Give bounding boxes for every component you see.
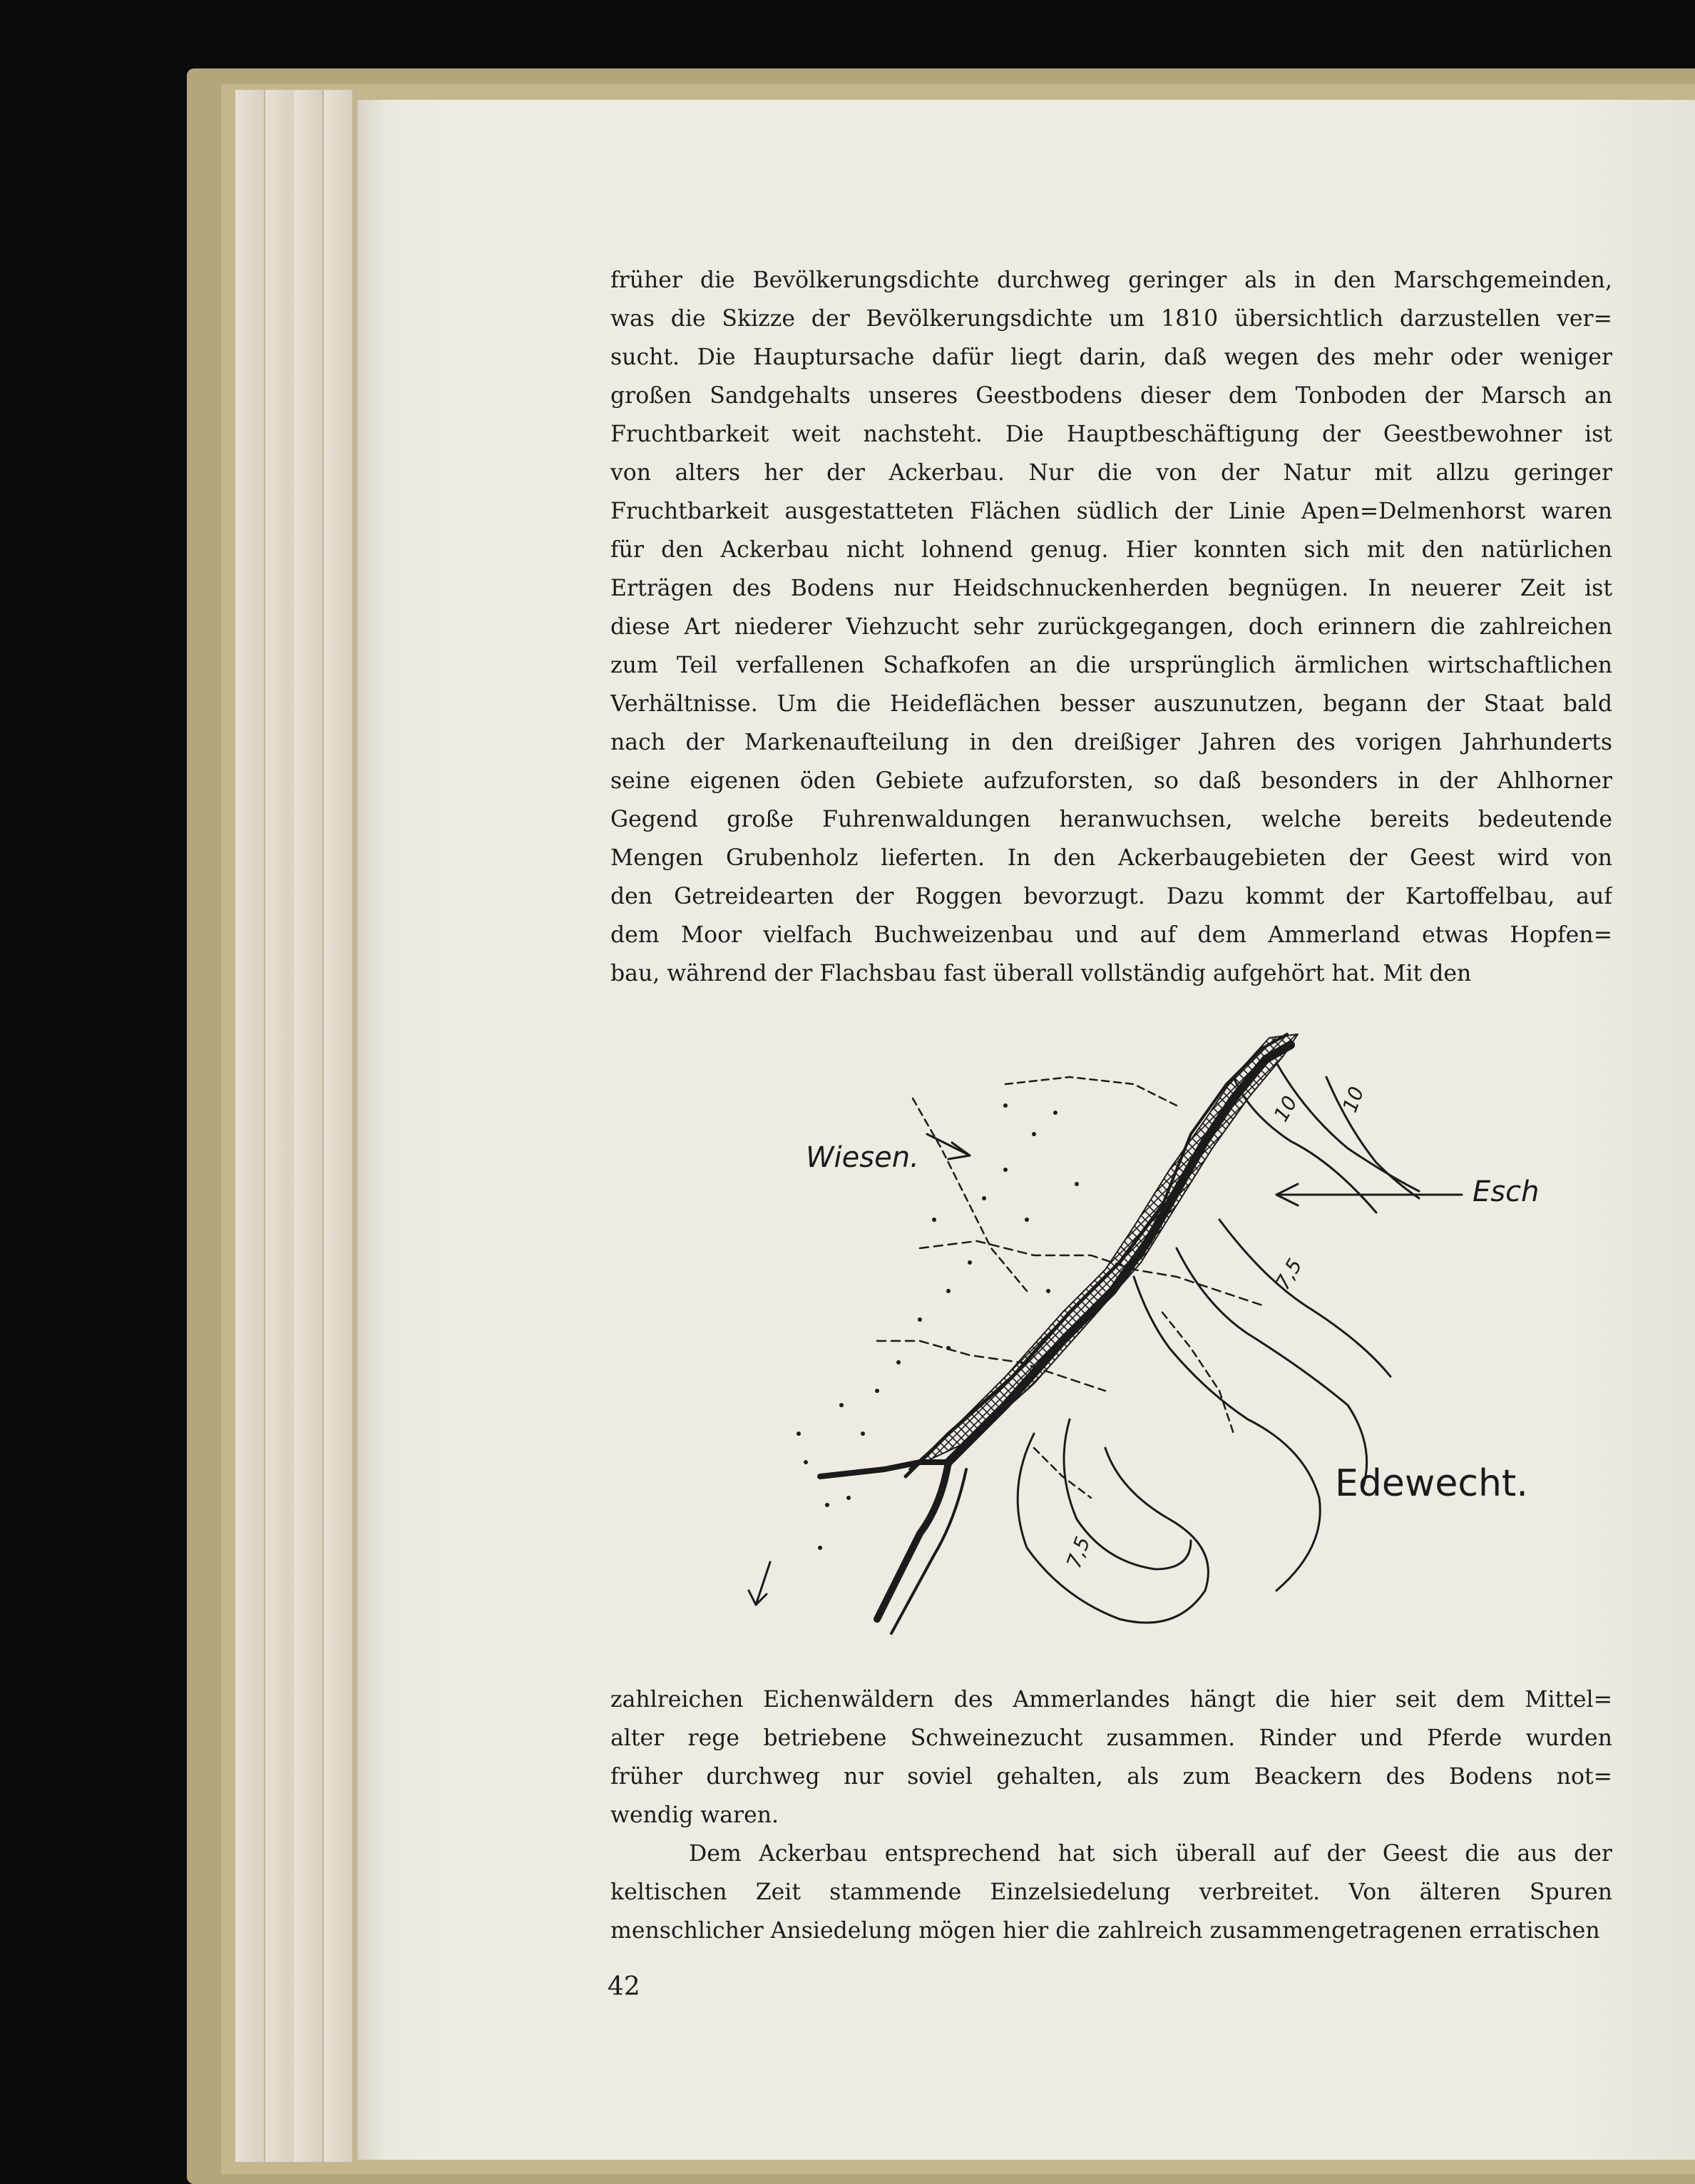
text-line: Gegend große Fuhrenwaldungen heranwuchsen, welche bereits bedeutende <box>610 807 1612 832</box>
map-label-wiesen: Wiesen. <box>806 1141 919 1174</box>
text-line: großen Sandgehalts unseres Geestbodens dieser dem Tonboden der Marsch an <box>610 383 1612 409</box>
text-line: Erträgen des Bodens nur Heidschnuckenherden begnügen. In neuerer Zeit ist <box>610 576 1612 601</box>
map-label-edewecht: Edewecht. <box>1335 1462 1528 1505</box>
map-label-esch: Esch <box>1473 1175 1540 1208</box>
paragraph-bottom <box>610 1680 1612 1950</box>
text-line: seine eigenen öden Gebiete aufzuforsten, so daß besonders in der Ahlhorner <box>610 768 1612 794</box>
path-line <box>1005 1077 1177 1106</box>
text-line: alter rege betriebene Schweinezucht zusammen. Rinder und Pferde wurden <box>610 1725 1612 1751</box>
contour-label: 7,5 <box>1062 1533 1095 1572</box>
map-sketch-edewecht <box>734 1006 1619 1676</box>
river-south-bank <box>891 1469 966 1633</box>
contour-line <box>1276 1063 1419 1191</box>
text-line: den Getreidearten der Roggen bevorzugt. Dazu kommt der Kartoffelbau, auf <box>610 884 1612 909</box>
contour-line <box>1177 1248 1367 1491</box>
page-edge <box>294 90 323 2162</box>
text-line: zum Teil verfallenen Schafkofen an die ursprünglich ärmlichen wirtschaftlichen <box>610 653 1612 678</box>
text-line: Dem Ackerbau entsprechend hat sich überall auf der Geest die aus der <box>689 1841 1612 1867</box>
contour-label: 10 <box>1269 1091 1303 1126</box>
contour-line <box>1018 1434 1208 1623</box>
text-line: keltischen Zeit stammende Einzelsiedelung verbreitet. Von älteren Spuren <box>610 1879 1612 1905</box>
text-line: Fruchtbarkeit weit nachsteht. Die Hauptbeschäftigung der Geestbewohner ist <box>610 422 1612 447</box>
text-line: bau, während der Flachsbau fast überall vollständig aufgehört hat. Mit den <box>610 961 1472 986</box>
river-branch <box>820 1462 948 1476</box>
text-line: früher die Bevölkerungsdichte durchweg geringer als in den Marschgemeinden, <box>610 267 1612 293</box>
page-edge <box>324 90 353 2162</box>
arrow-wiesen <box>927 1134 970 1155</box>
path-line <box>877 1341 1105 1391</box>
text-line: dem Moor vielfach Buchweizenbau und auf dem Ammerland etwas Hopfen= <box>610 922 1612 948</box>
text-line: was die Skizze der Bevölkerungsdichte um 1810 übersichtlich darzustellen ver= <box>610 306 1612 332</box>
text-line: Mengen Grubenholz lieferten. In den Ackerbaugebieten der Geest wird von <box>610 845 1612 871</box>
paragraph-top <box>610 261 1612 993</box>
page-edge <box>265 90 295 2162</box>
contour-line <box>1326 1077 1419 1198</box>
hatched-meadow-area <box>909 1034 1298 1469</box>
page-number: 42 <box>608 1972 640 2001</box>
contour-line <box>1219 1220 1391 1377</box>
contour-label: 7,5 <box>1270 1254 1307 1295</box>
text-line: von alters her der Ackerbau. Nur die von der Natur mit allzu geringer <box>610 460 1612 486</box>
path-line <box>1162 1312 1234 1434</box>
text-line: sucht. Die Hauptursache dafür liegt darin, daß wegen des mehr oder weniger <box>610 345 1612 370</box>
text-line: menschlicher Ansiedelung mögen hier die zahlreich zusammengetragenen erratischen <box>610 1918 1600 1944</box>
map-drawing <box>734 1006 1619 1676</box>
contour-label: 10 <box>1338 1083 1369 1116</box>
text-line: nach der Markenaufteilung in den dreißiger Jahren des vorigen Jahrhunderts <box>610 730 1612 755</box>
path-line <box>1034 1448 1091 1498</box>
text-line: wendig waren. <box>610 1802 779 1828</box>
text-line: diese Art niederer Viehzucht sehr zurückgegangen, doch erinnern die zahlreichen <box>610 614 1612 640</box>
contour-line <box>1134 1277 1320 1591</box>
text-line: früher durchweg nur soviel gehalten, als zum Beackern des Bodens not= <box>610 1764 1612 1790</box>
text-line: für den Ackerbau nicht lohnend genug. Hier konnten sich mit den natürlichen <box>610 537 1612 563</box>
text-line: Fruchtbarkeit ausgestatteten Flächen südlich der Linie Apen=Delmenhorst waren <box>610 499 1612 524</box>
text-line: Verhältnisse. Um die Heideflächen besser auszunutzen, begann der Staat bald <box>610 691 1612 717</box>
text-line: zahlreichen Eichenwäldern des Ammerlandes hängt die hier seit dem Mittel= <box>610 1687 1612 1713</box>
page-edge <box>235 90 265 2162</box>
